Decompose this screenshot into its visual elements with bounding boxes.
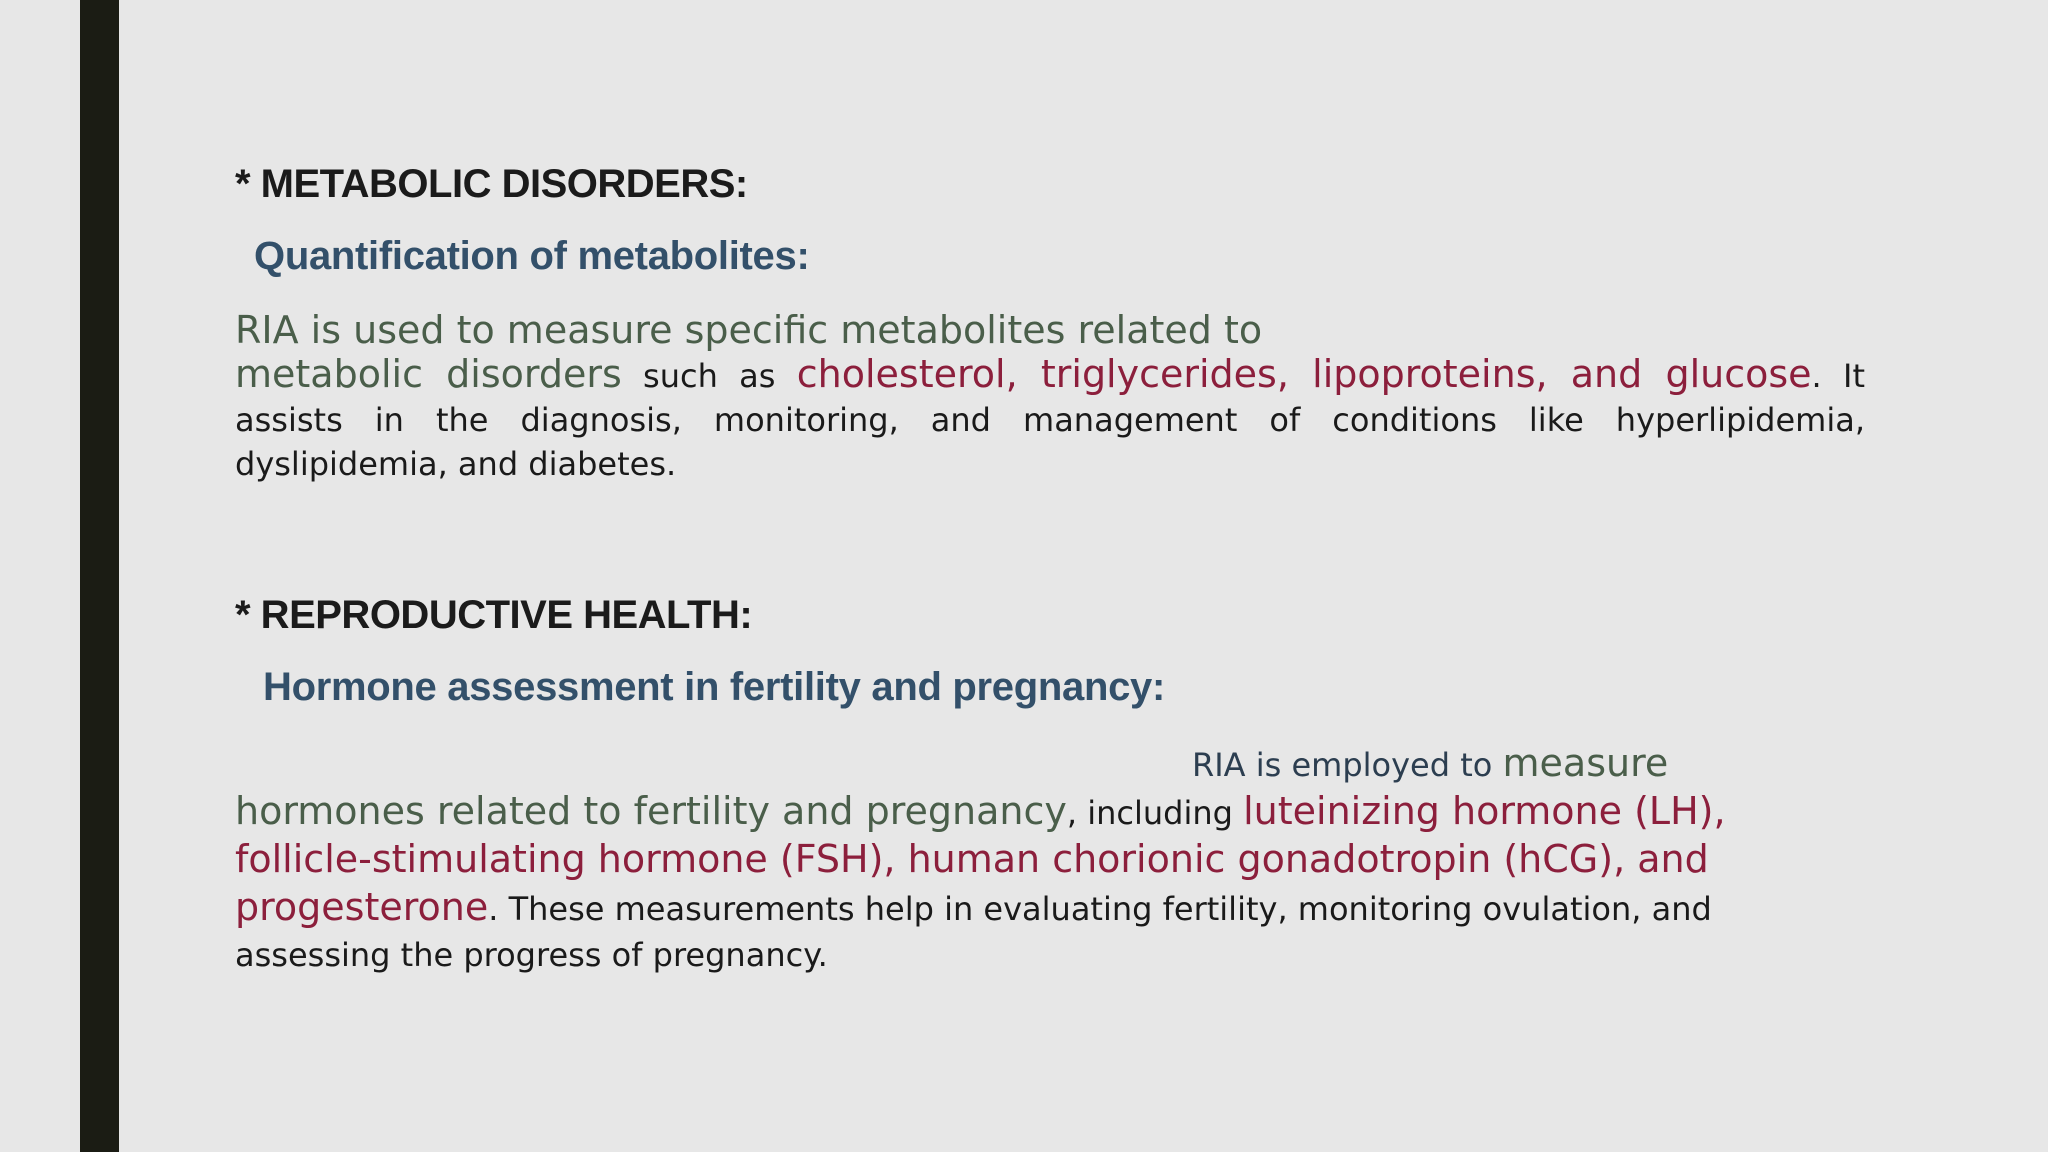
section-heading-reproductive: * REPRODUCTIVE HEALTH: [235,593,753,637]
section-subheading-metabolites: Quantification of metabolites: [254,234,810,278]
reproductive-plain-text-2: . These measurements help in evaluating fertility, monitoring ovulation, and assessing the progress of pregnancy. [235,890,1712,974]
reproductive-green-measure: measure [1502,741,1669,785]
metabolic-green-text: metabolic disorders [235,352,622,396]
section-subheading-hormones: Hormone assessment in fertility and pregnancy: [263,665,1166,709]
reproductive-plain-text-1: , including [1066,794,1244,832]
metabolic-paragraph-line1: RIA is used to measure specific metabolites related to [235,308,1263,352]
reproductive-paragraph [235,740,1865,978]
metabolic-paragraph [235,308,1865,486]
reproductive-navy-text: RIA is employed to [1192,746,1503,784]
reproductive-green-text: hormones related to fertility and pregnancy [235,789,1067,833]
metabolic-red-text: cholesterol, triglycerides, lipoproteins, and glucose [796,352,1812,396]
reproductive-red-text: luteinizing hormone (LH), follicle-stimulating hormone (FSH), human chorionic gonadotropin (hCG), and progesterone [235,789,1726,929]
reproductive-paragraph-line1 [235,740,1865,788]
metabolic-plain-text-1: such as [621,357,797,395]
metabolic-plain-text-2: . It assists in the diagnosis, monitoring, and management of conditions like hyperlipidemia, dyslipidemia, and diabetes. [235,357,1865,483]
section-heading-metabolic: * METABOLIC DISORDERS: [235,162,748,206]
left-accent-bar [80,0,119,1152]
